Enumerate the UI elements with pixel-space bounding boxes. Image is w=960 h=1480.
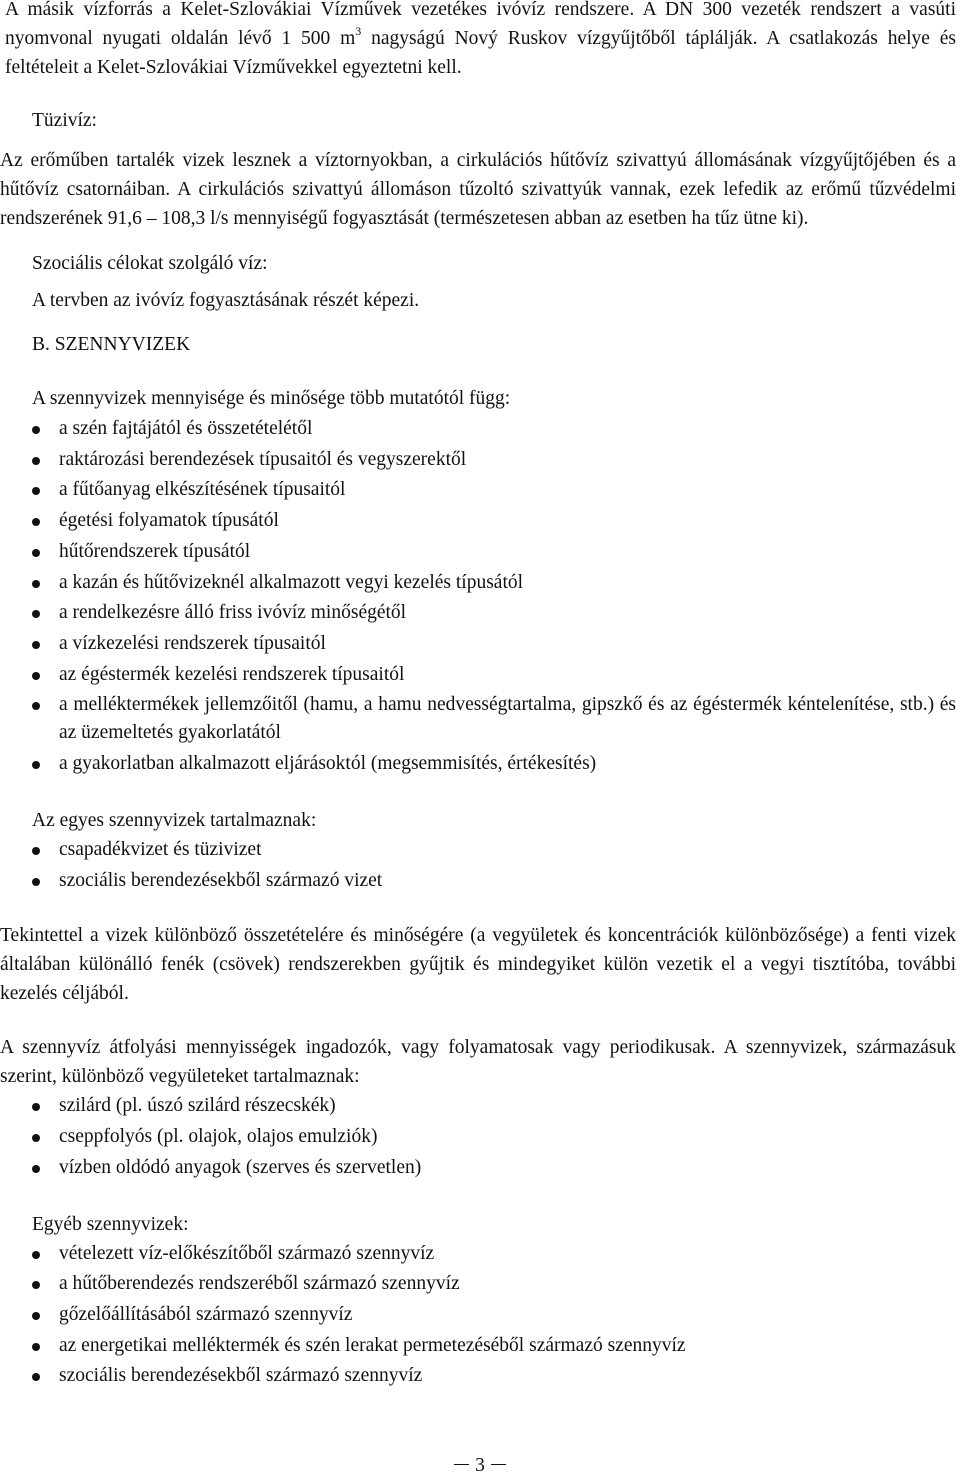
list-item: a hűtőberendezés rendszeréből származó szennyvíz	[32, 1269, 956, 1300]
substance-list	[32, 1091, 956, 1183]
list-item: égetési folyamatok típusától	[32, 506, 956, 537]
flow-paragraph: A szennyvíz átfolyási mennyisségek ingadozók, vagy folyamatosak vagy periodikusak. A szennyvizek, származásuk szerint, különböző vegyületeket tartalmaznak:	[0, 1037, 956, 1088]
page-footer	[0, 1451, 960, 1480]
list-item: vételezett víz-előkészítőből származó szennyvíz	[32, 1239, 956, 1270]
list-item: csapadékvizet és tüzivizet	[32, 835, 956, 866]
list-item: raktározási berendezések típusaitól és vegyszerektől	[32, 445, 956, 476]
other-intro: Egyéb szennyvizek:	[32, 1213, 189, 1235]
social-water-heading: Szociális célokat szolgáló víz:	[32, 253, 268, 274]
list-item: szociális berendezésekből származó vizet	[32, 866, 956, 897]
list-item: gőzelőállításából származó szennyvíz	[32, 1300, 956, 1331]
cubic-superscript: 3	[355, 24, 362, 38]
intro-text-2: nagyságú Nový Ruskov vízgyűjtőből táplálják. A csatlakozás helye és feltételeit a Kelet-Szlovákiai Vízművekkel egyeztetni kell.	[5, 28, 956, 78]
contents-list	[32, 835, 956, 896]
list-item: a vízkezelési rendszerek típusaitól	[32, 629, 956, 660]
fire-water-paragraph: Az erőműben tartalék vizek lesznek a víztornyokban, a cirkulációs hűtővíz szivattyú állomásának vízgyűjtőjében és a hűtővíz csatornáiban. A cirkulációs szivattyú állomáson tűzoltó szivattyúk vannak, ezek lefedik az erőmű tűzvédelmi rendszerének 91,6 – 108,3 l/s mennyiségű fogyasztását (természetesen abban az esetben ha tűz ütne ki).	[0, 150, 956, 229]
list-item: a gyakorlatban alkalmazott eljárásoktól (megsemmisítés, értékesítés)	[32, 749, 956, 780]
intro-paragraph	[5, 0, 956, 82]
list-item: az energetikai melléktermék és szén lerakat permetezéséből származó szennyvíz	[32, 1331, 956, 1362]
list-item: szociális berendezésekből származó szennyvíz	[32, 1361, 956, 1392]
list-item: hűtőrendszerek típusától	[32, 537, 956, 568]
section-b-heading: B. SZENNYVIZEK	[32, 334, 191, 355]
other-list	[32, 1239, 956, 1393]
list-item: a melléktermékek jellemzőitől (hamu, a hamu nedvességtartalma, gipszkő és az égéstermék kéntelenítése, stb.) és az üzemeltetés gyakorlatától	[32, 690, 956, 749]
list-item: vízben oldódó anyagok (szerves és szervetlen)	[32, 1153, 956, 1184]
wastewater-intro: A szennyvizek mennyisége és minősége több mutatótól függ:	[32, 388, 511, 409]
list-item: cseppfolyós (pl. olajok, olajos emulziók)	[32, 1122, 956, 1153]
list-item: a kazán és hűtővizeknél alkalmazott vegyi kezelés típusától	[32, 568, 956, 599]
separation-paragraph: Tekintettel a vizek különböző összetételére és minőségére (a vegyületek és koncentrációk különbözősége) a fenti vizek általában különálló fenék (csövek) rendszerekben gyűjtik és mindegyiket külön vezetik el a vegyi tisztítóba, további kezelés céljából.	[0, 925, 956, 1005]
footer-dash-right	[491, 1464, 506, 1466]
list-item: a fűtőanyag elkészítésének típusaitól	[32, 475, 956, 506]
list-item: szilárd (pl. úszó szilárd részecskék)	[32, 1091, 956, 1122]
intro-text-1: A másik vízforrás a Kelet-Szlovákiai Vízművek vezetékes ivóvíz rendszere. A DN 300 vezeték rendszert a vasúti nyomvonal nyugati oldalán lévő 1 500 m	[5, 0, 956, 49]
factor-list	[32, 414, 956, 780]
fire-water-heading: Tüzivíz:	[32, 110, 97, 131]
list-item: a rendelkezésre álló friss ivóvíz minőségétől	[32, 598, 956, 629]
list-item: az égéstermék kezelési rendszerek típusaitól	[32, 660, 956, 691]
contents-intro: Az egyes szennyvizek tartalmaznak:	[32, 810, 317, 832]
social-water-text: A tervben az ivóvíz fogyasztásának részét képezi.	[32, 290, 420, 311]
page-number: 3	[475, 1455, 485, 1476]
list-item: a szén fajtájától és összetételétől	[32, 414, 956, 445]
footer-dash-left	[454, 1464, 469, 1466]
